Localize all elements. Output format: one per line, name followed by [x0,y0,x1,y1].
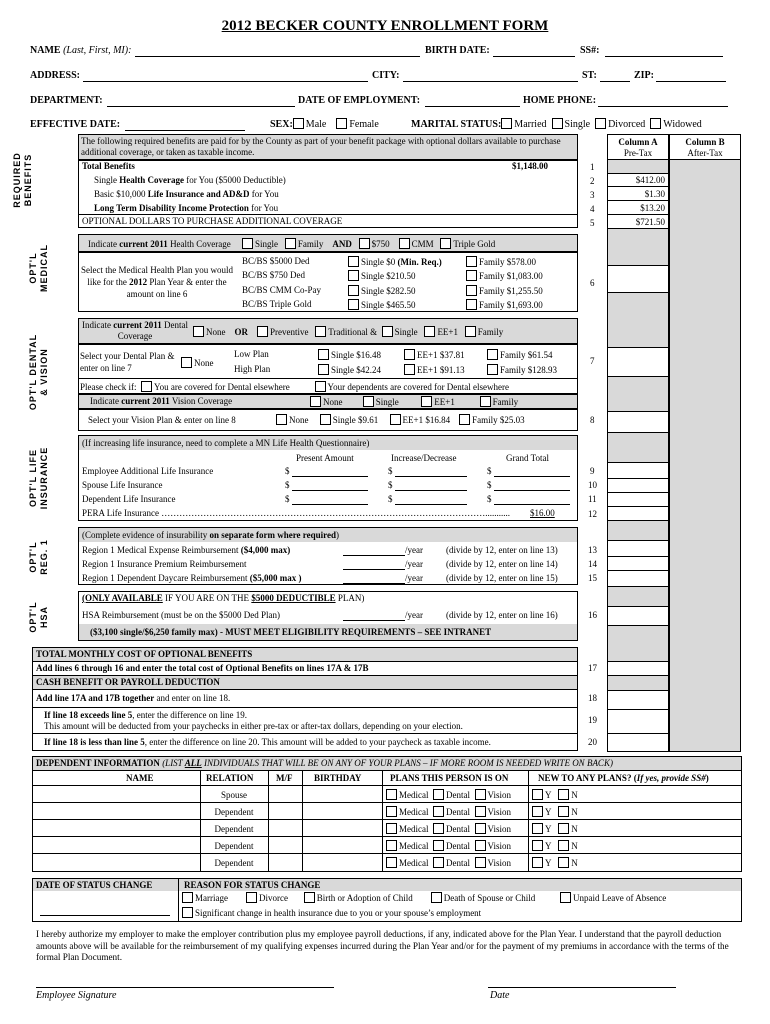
birth-date-label: BIRTH DATE: [425,45,490,56]
dental-select-text: Select your Dental Plan & enter on line 7 [80,351,175,373]
status-reasons-row1: Marriage Divorce Birth or Adoption of Child Death of Spouse or Child Unpaid Leave of Absence [182,892,666,903]
reg1-line-13-field[interactable] [343,555,405,556]
med-family-4-checkbox[interactable] [466,299,477,310]
life-grand-header: Grand Total [506,453,549,463]
dep-col-plans: PLANS THIS PERSON IS ON [390,773,509,783]
dep-dental-checkbox[interactable] [433,823,444,834]
required-line-4: Long Term Disability Income Protection for You [94,203,279,213]
sex-group: SEX: Male Female [270,119,379,130]
dep-row-plans: Medical Dental Vision [386,857,511,868]
marriage-checkbox[interactable] [182,892,193,903]
column-a-shade-9 [608,675,668,690]
dep-medical-checkbox[interactable] [386,789,397,800]
dep-row-relation: Dependent [214,858,254,868]
totals-line-19b: This amount will be deducted from your paychecks in either pre-tax or after-tax dollars, depending on your election. [44,721,463,731]
life-employee: Employee Additional Life Insurance [82,466,214,476]
dep-vision-checkbox[interactable] [475,823,486,834]
dental-high-ee1-checkbox[interactable] [404,364,415,375]
dep-medical-checkbox[interactable] [386,840,397,851]
required-line-5: OPTIONAL DOLLARS TO PURCHASE ADDITIONAL COVERAGE [82,216,343,226]
medical-single-3: Single $282.50 [348,285,416,296]
line-number: 7 [590,356,595,366]
address-label: ADDRESS: [30,70,81,81]
unpaid-leave-checkbox[interactable] [560,892,571,903]
dental-low-ee1: EE+1 $37.81 [404,349,465,360]
totals-line-20: If line 18 is less than line 5, enter the difference on line 20. This amount will be added to your paycheck as taxable income. [44,737,491,747]
life-incdec-header: Increase/Decrease [391,453,457,463]
dollar-sign: $ [388,494,393,504]
life-spouse-present-field[interactable] [292,490,368,491]
life-spouse-incdec-field[interactable] [395,490,467,491]
med-single-4-checkbox[interactable] [348,299,359,310]
dep-col-new: NEW TO ANY PLANS? (If yes, provide SS#) [538,773,709,783]
dep-new-no-checkbox[interactable] [558,789,569,800]
line-number: 17 [588,663,597,673]
reg1-divide-14: (divide by 12, enter on line 14) [446,559,558,569]
employment-date-field[interactable] [425,106,520,107]
per-year: /year [405,559,423,569]
dollar-sign: $ [388,480,393,490]
dep-row-relation: Dependent [214,824,254,834]
marital-group: MARITAL STATUS: Married Single Divorced Widowed [411,119,702,130]
dollar-sign: $ [285,466,290,476]
line-number: 19 [588,715,597,725]
dollar-sign: $ [487,480,492,490]
line-number: 12 [588,509,597,519]
zip-label: ZIP: [634,70,654,81]
med-family-2-checkbox[interactable] [466,270,477,281]
medical-plan-2: BC/BS $750 Ded [242,270,306,280]
medical-family-3: Family $1,255.50 [466,285,543,296]
name-field[interactable] [135,56,420,57]
effective-date-field[interactable] [125,130,245,131]
dep-new-yes-checkbox[interactable] [532,789,543,800]
line-number: 13 [588,545,597,555]
column-a-shade-3 [608,292,668,347]
dental-low-family: Family $61.54 [487,349,553,360]
dental-none: None [181,357,214,368]
dental-current-ee1-checkbox[interactable] [424,326,435,337]
life-dependent: Dependent Life Insurance [82,494,176,504]
column-a-shade-8 [608,625,668,661]
line-number: 20 [588,737,597,747]
dep-row-new: Y N [532,840,578,851]
employee-signature-field[interactable] [36,987,334,988]
dep-col-relation: RELATION [206,773,254,783]
dollar-sign: $ [285,480,290,490]
form-title: 2012 BECKER COUNTY ENROLLMENT FORM [221,18,549,34]
reg1-line-15: Region 1 Dependent Daycare Reimbursement ($5,000 max ) [82,573,302,583]
dental-current-options: None OR Preventive Traditional & Single EE+1 Family [193,326,503,337]
dep-row-new: Y N [532,857,578,868]
line-number: 9 [590,466,595,476]
dental-low-single: Single $16.48 [318,349,381,360]
address-field[interactable] [83,81,368,82]
female-checkbox[interactable] [336,118,347,129]
dep-row-plans: Medical Dental Vision [386,806,511,817]
city-field[interactable] [403,81,578,82]
vision-current-options: None Single EE+1 Family [310,396,518,407]
med-current-triple-gold-checkbox[interactable] [440,238,451,249]
totals-line-18: Add line 17A and 17B together and enter on line 18. [36,693,231,703]
per-year: /year [405,610,423,620]
medical-side-label: OPT'L MEDICAL [28,244,49,292]
department-label: DEPARTMENT: [30,95,103,106]
dep-row-new: Y N [532,806,578,817]
column-a-shade-4 [608,376,668,411]
reg1-line-13: Region 1 Medical Expense Reimbursement ($4,000 max) [82,545,291,555]
line-number: 10 [588,480,597,490]
death-checkbox[interactable] [431,892,442,903]
dep-col-birthday: BIRTHDAY [314,773,362,783]
life-spouse: Spouse Life Insurance [82,480,163,490]
med-family-1-checkbox[interactable] [466,256,477,267]
med-single-2-checkbox[interactable] [348,270,359,281]
med-current-family-checkbox[interactable] [285,238,296,249]
dep-dental-checkbox[interactable] [433,840,444,851]
status-reasons-row2: Significant change in health insurance due to you or your spouse’s employment [182,907,481,918]
medical-select-text: Select the Medical Health Plan you would like for the 2012 Plan Year & enter the amount on line 6 [81,265,233,299]
divorce-checkbox[interactable] [246,892,257,903]
dep-col-name: NAME [126,773,154,783]
vision-select-text: Select your Vision Plan & enter on line 8 [88,415,236,425]
dep-new-no-checkbox[interactable] [558,857,569,868]
hsa-reimbursement: HSA Reimbursement (must be on the $5000 Ded Plan) [82,610,280,620]
reg1-line-15-field[interactable] [343,583,405,584]
employee-signature-label: Employee Signature [36,990,117,1001]
reg1-line-14: Region 1 Insurance Premium Reimbursement [82,559,247,569]
column-b-shade [670,160,740,751]
life-present-header: Present Amount [296,453,354,463]
dep-vision-checkbox[interactable] [475,806,486,817]
per-year: /year [405,545,423,555]
reg1-side-label: OPT'L REG. 1 [28,539,49,575]
dental-current-none-checkbox[interactable] [193,326,204,337]
divorced-checkbox[interactable] [595,118,606,129]
column-a-shade-7 [608,586,668,606]
dental-vision-side-label: OPT'L DENTAL & VISION [28,333,49,411]
dental-high-single-checkbox[interactable] [318,364,329,375]
med-single-1-checkbox[interactable] [348,256,359,267]
total-benefits-value: $1,148.00 [512,161,548,171]
reg1-divide-13: (divide by 12, enter on line 13) [446,545,558,555]
hsa-field[interactable] [343,620,405,621]
authorization-text: I hereby authorize my employer to make the employer contribution plus my employee payroll deductions, if any, indicated above for the Plan Year. I understand that the payroll deduction amounts above will be available for the reimbursement of my qualifying expenses incurred during the Plan Year and/or for the payment of my premiums in accordance with the terms of the formal Plan Document. [36,929,729,962]
state-field[interactable] [600,81,630,82]
date-label: Date [490,990,510,1001]
life-dependent-total-field[interactable] [494,504,570,505]
dep-new-yes-checkbox[interactable] [532,840,543,851]
dep-row-new: Y N [532,789,578,800]
effective-date-label: EFFECTIVE DATE: [30,119,121,130]
life-pera-value: $16.00 [530,508,555,518]
dental-low-single-checkbox[interactable] [318,349,329,360]
dollar-sign: $ [285,494,290,504]
column-a-shade-2 [608,228,668,265]
dental-current-single-checkbox[interactable] [382,326,393,337]
med-single-3-checkbox[interactable] [348,285,359,296]
medical-current: Indicate current 2011 Health Coverage Single Family AND $750 CMM Triple Gold [88,239,496,249]
dep-row-relation: Dependent [214,807,254,817]
line-number: 14 [588,559,597,569]
med-current-single-checkbox[interactable] [242,238,253,249]
birth-date-field[interactable] [493,56,575,57]
birth-adoption-checkbox[interactable] [304,892,315,903]
name-label: NAME (Last, First, MI): [30,45,132,56]
dependent-header: DEPENDENT INFORMATION (LIST ALL INDIVIDUALS THAT WILL BE ON ANY OF YOUR PLANS – IF MORE ROOM IS NEEDED WRITE ON BACK) [36,758,613,768]
dental-low-plan: Low Plan [234,349,269,359]
hsa-side-label: OPT'L HSA [28,601,49,633]
hsa-only: (ONLY AVAILABLE IF YOU ARE ON THE $5000 DEDUCTIBLE PLAN) [82,593,365,603]
medical-family-4: Family $1,693.00 [466,299,543,310]
required-intro: The following required benefits are paid for by the County as part of your benefit package with optional dollars available to purchase additional coverage, or taken as taxable income. [81,136,561,157]
dental-high-single: Single $42.24 [318,364,381,375]
line-number: 8 [590,415,595,425]
totals-line-17: Add lines 6 through 16 and enter the total cost of Optional Benefits on lines 17A & 17B [36,663,369,673]
dep-medical-checkbox[interactable] [386,823,397,834]
line-number: 16 [588,610,597,620]
medical-family-1: Family $578.00 [466,256,536,267]
dep-vision-checkbox[interactable] [475,789,486,800]
dep-row-plans: Medical Dental Vision [386,789,511,800]
medical-family-2: Family $1,083.00 [466,270,543,281]
life-employee-total-field[interactable] [494,476,570,477]
dep-medical-checkbox[interactable] [386,806,397,817]
significant-change-checkbox[interactable] [182,907,193,918]
dep-new-yes-checkbox[interactable] [532,806,543,817]
dental-high-ee1: EE+1 $91.13 [404,364,465,375]
totals-header: TOTAL MONTHLY COST OF OPTIONAL BENEFITS [36,649,253,659]
vision-ee1-checkbox[interactable] [390,414,401,425]
line-number: 2 [590,176,595,186]
vision-current-ee1-checkbox[interactable] [421,396,432,407]
dependents-dental-elsewhere-checkbox[interactable] [315,381,326,392]
reg1-line-14-field[interactable] [343,569,405,570]
line-3-amount: $1.30 [644,189,665,199]
required-benefits-side-label: REQUIRED BENEFITS [12,152,33,208]
dep-dental-checkbox[interactable] [433,857,444,868]
life-spouse-total-field[interactable] [494,490,570,491]
medical-plan-4: BC/BS Triple Gold [242,299,312,309]
dep-row-new: Y N [532,823,578,834]
life-employee-present-field[interactable] [292,476,368,477]
column-a-shade-6 [608,520,668,540]
dental-low-ee1-checkbox[interactable] [404,349,415,360]
line-number: 5 [590,218,595,228]
life-side-label: OPT'L LIFE INSURANCE [28,446,49,510]
home-phone-label: HOME PHONE: [523,95,597,106]
dep-row-plans: Medical Dental Vision [386,823,511,834]
hsa-divide: (divide by 12, enter on line 16) [446,610,558,620]
department-field[interactable] [107,106,295,107]
dental-preventive-checkbox[interactable] [257,326,268,337]
city-label: CITY: [372,70,400,81]
dollar-sign: $ [388,466,393,476]
male-checkbox[interactable] [293,118,304,129]
state-label: ST: [582,70,597,81]
medical-plan-3: BC/BS CMM Co-Pay [242,285,322,295]
dental-high-family: Family $128.93 [487,364,557,375]
per-year: /year [405,573,423,583]
dep-medical-checkbox[interactable] [386,857,397,868]
vision-none-checkbox[interactable] [276,414,287,425]
hsa-eligibility: ($3,100 single/$6,250 family max) - MUST MEET ELIGIBILITY REQUIREMENTS – SEE INTRANET [90,627,492,637]
dental-high-family-checkbox[interactable] [487,364,498,375]
dental-elsewhere-checkbox[interactable] [141,381,152,392]
dental-elsewhere: Please check if: You are covered for Dental elsewhere Your dependents are covered for Dental elsewhere [80,382,510,392]
dep-new-no-checkbox[interactable] [558,806,569,817]
dep-vision-checkbox[interactable] [475,857,486,868]
dep-dental-checkbox[interactable] [433,789,444,800]
line-number: 11 [588,494,597,504]
vision-options: None Single $9.61 EE+1 $16.84 Family $25.03 [276,414,525,425]
ssn-field[interactable] [605,56,723,57]
single-checkbox[interactable] [552,118,563,129]
dep-dental-checkbox[interactable] [433,806,444,817]
line-number: 15 [588,573,597,583]
vision-current-family-checkbox[interactable] [480,396,491,407]
reg1-note: (Complete evidence of insurability on separate form where required) [82,530,339,540]
dollar-sign: $ [487,466,492,476]
dental-traditional-checkbox[interactable] [315,326,326,337]
cash-header: CASH BENEFIT OR PAYROLL DEDUCTION [36,677,220,687]
dep-col-mf: M/F [276,773,293,783]
column-a-shade-5 [608,432,668,462]
dental-low-family-checkbox[interactable] [487,349,498,360]
vision-family-checkbox[interactable] [459,414,470,425]
med-family-3-checkbox[interactable] [466,285,477,296]
column-a-shade-1 [608,160,668,173]
dep-new-yes-checkbox[interactable] [532,823,543,834]
line-number: 6 [590,278,595,288]
line-number: 3 [590,190,595,200]
widowed-checkbox[interactable] [650,118,661,129]
life-employee-incdec-field[interactable] [395,476,467,477]
dep-vision-checkbox[interactable] [475,840,486,851]
ssn-label: SS#: [580,45,600,56]
reg1-divide-15: (divide by 12, enter on line 15) [446,573,558,583]
date-field[interactable] [488,987,676,988]
vision-current: Indicate current 2011 Vision Coverage [90,396,233,406]
line-number: 18 [588,693,597,703]
employment-date-label: DATE OF EMPLOYMENT: [298,95,421,106]
status-date-field[interactable] [40,915,170,916]
dep-row-relation: Dependent [214,841,254,851]
dental-current-text: Indicate current 2011 Dental Coverage [81,320,189,341]
line-5-amount: $721.50 [635,217,665,227]
married-checkbox[interactable] [501,118,512,129]
dep-new-no-checkbox[interactable] [558,840,569,851]
medical-plan-1: BC/BS $5000 Ded [242,256,310,266]
status-date-label: DATE OF STATUS CHANGE [36,880,153,890]
life-pera: PERA Life Insurance ………………………………………………………………………………………………........... [82,508,510,518]
line-number: 4 [590,204,595,214]
vision-current-single-checkbox[interactable] [363,396,374,407]
dental-high-plan: High Plan [234,364,271,374]
life-dependent-present-field[interactable] [292,504,368,505]
required-line-3: Basic $10,000 Life Insurance and AD&D for You [94,189,279,199]
medical-single-1: Single $0 (Min. Req.) [348,256,442,267]
zip-field[interactable] [656,81,726,82]
total-benefits-label: Total Benefits [82,161,135,171]
column-b-header: Column B After-Tax [685,137,725,158]
status-reason-label: REASON FOR STATUS CHANGE [184,880,321,890]
line-2-amount: $412.00 [635,175,665,185]
line-4-amount: $13.20 [640,203,665,213]
med-current-cmm-checkbox[interactable] [399,238,410,249]
medical-single-4: Single $465.50 [348,299,416,310]
med-current-750-checkbox[interactable] [359,238,370,249]
medical-single-2: Single $210.50 [348,270,416,281]
vision-current-none-checkbox[interactable] [310,396,321,407]
dollar-sign: $ [487,494,492,504]
dep-row-relation: Spouse [220,790,247,800]
life-dependent-incdec-field[interactable] [395,504,467,505]
line-number: 1 [590,162,595,172]
dental-none-checkbox[interactable] [181,357,192,368]
column-a-header: Column A Pre-Tax [618,137,658,158]
life-note: (If increasing life insurance, need to complete a MN Life Health Questionnaire) [82,438,370,448]
vision-single-checkbox[interactable] [320,414,331,425]
home-phone-field[interactable] [598,106,728,107]
totals-line-19a: If line 18 exceeds line 5, enter the difference on line 19. [44,710,248,720]
dep-new-yes-checkbox[interactable] [532,857,543,868]
required-line-2: Single Health Coverage for You ($5000 Deductible) [94,175,286,185]
dep-new-no-checkbox[interactable] [558,823,569,834]
dep-row-plans: Medical Dental Vision [386,840,511,851]
dental-current-family-checkbox[interactable] [465,326,476,337]
